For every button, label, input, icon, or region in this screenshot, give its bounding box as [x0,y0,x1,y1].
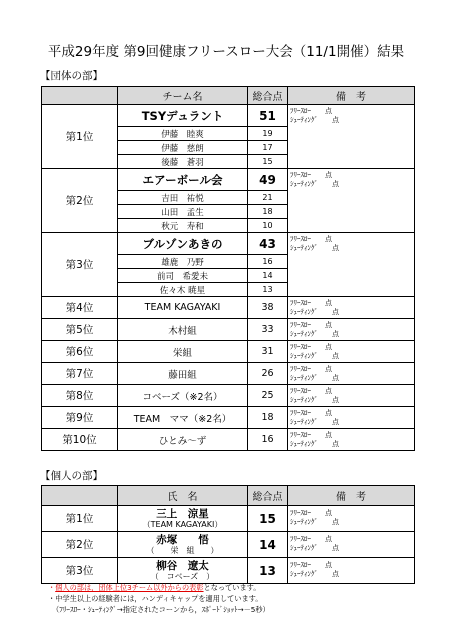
team-score: 51 [248,105,288,127]
remark-line: ﾌﾘｰｽﾛｰ 点 [290,409,332,417]
remark-line: ｼｭｰﾃｨﾝｸﾞ 点 [290,417,339,426]
rank-cell: 第2位 [42,532,118,558]
header-cell: 備 考 [288,87,415,105]
remarks-cell [288,297,415,319]
remark-line: ﾌﾘｰｽﾛｰ 点 [290,431,332,439]
rank-cell: 第4位 [42,297,118,319]
footer-note-2: ・中学生以上の経験者には，ハンディキャップを適用しています。 [48,594,263,603]
rank-cell: 第6位 [42,341,118,363]
team-name: TEAM ママ（※2名） [118,407,248,429]
member-name: 秋元 寿和 [118,219,248,233]
rank-cell: 第8位 [42,385,118,407]
team-score: 16 [248,429,288,451]
footer-highlight: 個人の部は，団体上位3チーム以外からの表彰 [55,583,204,592]
remark-line: ﾌﾘｰｽﾛｰ 点 [290,387,332,395]
team-name: 栄組 [118,341,248,363]
individual-row [42,558,415,584]
person-name: 柳谷 遼太 [156,559,209,572]
remark-line: ｼｭｰﾃｨﾝｸﾞ 点 [290,115,339,124]
team-score: 38 [248,297,288,319]
page-title: 平成29年度 第9回健康フリースロー大会（11/1開催）結果 [47,44,405,60]
member-name: 佐々木 暁星 [118,283,248,297]
remarks-cell [288,341,415,363]
remark-line: ｼｭｰﾃｨﾝｸﾞ 点 [290,543,339,552]
remarks-cell [288,407,415,429]
person-score: 14 [248,532,288,558]
member-name: 山田 孟生 [118,205,248,219]
footer-note-1: ・個人の部は，団体上位3チーム以外からの表彰となっています。 [48,583,261,592]
header-cell [42,486,118,506]
rank-cell: 第1位 [42,506,118,532]
person-score: 13 [248,558,288,584]
remark-line: ｼｭｰﾃｨﾝｸﾞ 点 [290,351,339,360]
team-score: 33 [248,319,288,341]
individual-results-table [41,485,415,584]
rank-cell: 第1位 [42,105,118,169]
team-score: 18 [248,407,288,429]
person-cell [118,532,248,558]
team-name: ブルゾンあきの [118,233,248,255]
team-row [42,407,415,429]
remark-line: ﾌﾘｰｽﾛｰ 点 [290,535,332,543]
team-score: 25 [248,385,288,407]
member-score: 13 [248,283,288,297]
remark-line: ｼｭｰﾃｨﾝｸﾞ 点 [290,395,339,404]
remarks-cell [288,169,415,233]
remark-line: ｼｭｰﾃｨﾝｸﾞ 点 [290,243,339,252]
team-name: コベーズ（※2名） [118,385,248,407]
table-header-row [42,486,415,506]
team-name: 藤田組 [118,363,248,385]
person-name: 赤塚 悟 [156,533,209,546]
person-team: （TEAM KAGAYAKI） [142,519,223,529]
team-name: 木村組 [118,319,248,341]
team-name: ひとみ～ず [118,429,248,451]
member-name: 吉田 祐悦 [118,191,248,205]
rank-cell: 第3位 [42,558,118,584]
remarks-cell [288,105,415,169]
remark-line: ｼｭｰﾃｨﾝｸﾞ 点 [290,373,339,382]
remark-line: ﾌﾘｰｽﾛｰ 点 [290,235,332,243]
remark-line: ｼｭｰﾃｨﾝｸﾞ 点 [290,517,339,526]
remarks-cell [288,506,415,532]
remark-line: ﾌﾘｰｽﾛｰ 点 [290,343,332,351]
member-name: 後藤 蒼羽 [118,155,248,169]
rank-cell: 第9位 [42,407,118,429]
team-row [42,169,415,191]
remark-line: ｼｭｰﾃｨﾝｸﾞ 点 [290,439,339,448]
member-score: 14 [248,269,288,283]
rank-cell: 第2位 [42,169,118,233]
remark-line: ﾌﾘｰｽﾛｰ 点 [290,321,332,329]
rank-cell: 第5位 [42,319,118,341]
remarks-cell [288,233,415,297]
rank-cell: 第7位 [42,363,118,385]
team-score: 26 [248,363,288,385]
header-cell: チーム名 [118,87,248,105]
remarks-cell [288,532,415,558]
team-score: 49 [248,169,288,191]
member-score: 10 [248,219,288,233]
header-cell: 総合点 [248,486,288,506]
team-row [42,105,415,127]
remark-line: ﾌﾘｰｽﾛｰ 点 [290,299,332,307]
header-cell: 総合点 [248,87,288,105]
header-cell [42,87,118,105]
remark-line: ｼｭｰﾃｨﾝｸﾞ 点 [290,569,339,578]
member-score: 19 [248,127,288,141]
member-name: 伊藤 睦爽 [118,127,248,141]
person-team: （ 栄 組 ） [146,545,219,555]
team-results-table [41,86,415,451]
remark-line: ﾌﾘｰｽﾛｰ 点 [290,171,332,179]
person-score: 15 [248,506,288,532]
individual-row [42,506,415,532]
person-cell [118,558,248,584]
team-section-heading: 【団体の部】 [40,70,103,82]
member-score: 17 [248,141,288,155]
team-name: エアーボール会 [118,169,248,191]
member-score: 15 [248,155,288,169]
remarks-cell [288,385,415,407]
member-name: 伊藤 慈朗 [118,141,248,155]
remarks-cell [288,319,415,341]
person-name: 三上 涼星 [156,507,209,520]
remark-line: ｼｭｰﾃｨﾝｸﾞ 点 [290,329,339,338]
remarks-cell [288,558,415,584]
table-header-row [42,87,415,105]
remark-line: ﾌﾘｰｽﾛｰ 点 [290,509,332,517]
person-team: （ コベーズ ） [150,571,215,581]
rank-cell: 第3位 [42,233,118,297]
header-cell: 備 考 [288,486,415,506]
team-name: TSYデュラント [118,105,248,127]
member-name: 前司 希愛未 [118,269,248,283]
remark-line: ｼｭｰﾃｨﾝｸﾞ 点 [290,179,339,188]
team-row [42,385,415,407]
individual-section-heading: 【個人の部】 [40,470,103,482]
team-row [42,233,415,255]
team-row [42,319,415,341]
member-name: 雄鹿 乃野 [118,255,248,269]
remark-line: ｼｭｰﾃｨﾝｸﾞ 点 [290,307,339,316]
member-score: 21 [248,191,288,205]
member-score: 18 [248,205,288,219]
team-score: 31 [248,341,288,363]
team-score: 43 [248,233,288,255]
remark-line: ﾌﾘｰｽﾛｰ 点 [290,107,332,115]
team-row [42,297,415,319]
remark-line: ﾌﾘｰｽﾛｰ 点 [290,365,332,373]
remarks-cell [288,429,415,451]
team-name: TEAM KAGAYAKI [118,297,248,319]
rank-cell: 第10位 [42,429,118,451]
person-cell [118,506,248,532]
team-row [42,341,415,363]
remarks-cell [288,363,415,385]
team-row [42,363,415,385]
individual-row [42,532,415,558]
remark-line: ﾌﾘｰｽﾛｰ 点 [290,561,332,569]
header-cell: 氏 名 [118,486,248,506]
member-score: 16 [248,255,288,269]
team-row [42,429,415,451]
footer-note-3: （ﾌﾘｰｽﾛｰ・ｼｭｰﾃｨﾝｸﾞ→指定されたコーンから，ｽﾎﾟｰﾄﾞｼｮｯﾄ→－5秒） [52,605,270,614]
